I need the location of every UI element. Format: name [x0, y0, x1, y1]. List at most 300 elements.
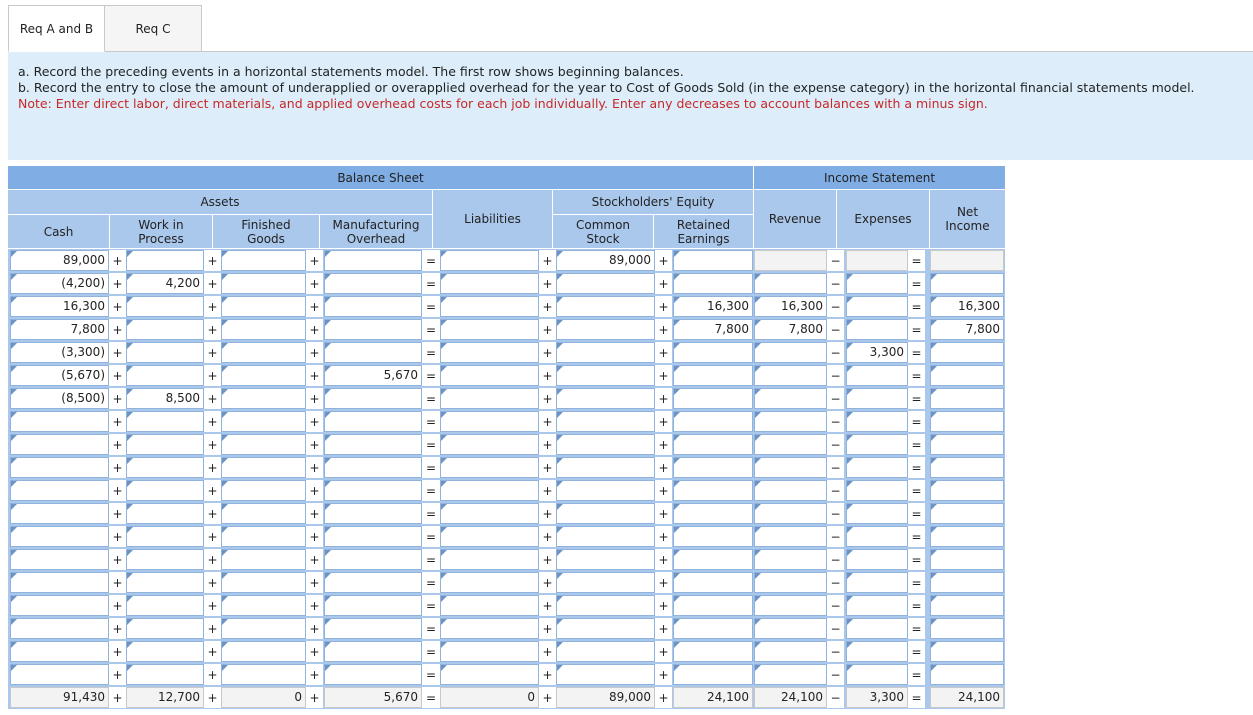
plus-sign: + — [539, 411, 556, 432]
plus-sign: + — [204, 572, 221, 593]
cell-finished-goods[interactable] — [221, 641, 306, 662]
cell-finished-goods[interactable] — [221, 549, 306, 570]
plus-sign: + — [306, 319, 323, 340]
plus-sign: + — [539, 549, 556, 570]
plus-sign: + — [539, 296, 556, 317]
equals-sign: = — [908, 503, 925, 524]
cell-retained-earnings[interactable] — [673, 664, 753, 685]
table-row — [8, 640, 1005, 663]
cell-finished-goods[interactable] — [221, 664, 306, 685]
cell-expenses[interactable] — [846, 618, 908, 639]
equals-sign: = — [908, 549, 925, 570]
cell-retained-earnings[interactable] — [673, 641, 753, 662]
cell-expenses[interactable] — [846, 595, 908, 616]
table-row — [8, 456, 1005, 479]
cell-retained-earnings[interactable] — [673, 273, 753, 294]
plus-sign: + — [306, 480, 323, 501]
cell-cash[interactable] — [10, 526, 109, 547]
cell-cash[interactable] — [10, 595, 109, 616]
cell-finished-goods[interactable] — [221, 296, 306, 317]
cell-finished-goods[interactable] — [221, 526, 306, 547]
cell-retained-earnings[interactable]: 7,800 — [673, 319, 753, 340]
cell-expenses[interactable] — [846, 296, 908, 317]
cell-cash[interactable] — [10, 457, 109, 478]
cell-manufacturing-overhead[interactable] — [324, 480, 422, 501]
plus-sign: + — [306, 641, 323, 662]
equals-sign: = — [908, 457, 925, 478]
minus-sign: − — [827, 296, 844, 317]
cell-expenses[interactable] — [846, 457, 908, 478]
cell-work-in-process[interactable] — [126, 319, 204, 340]
cell-revenue[interactable] — [754, 273, 827, 294]
plus-sign: + — [109, 296, 126, 317]
cell-common-stock[interactable] — [556, 434, 655, 455]
cell-common-stock[interactable] — [556, 503, 655, 524]
cell-liabilities[interactable] — [440, 250, 539, 271]
plus-sign: + — [204, 296, 221, 317]
plus-sign: + — [204, 342, 221, 363]
plus-sign: + — [109, 480, 126, 501]
cell-cash[interactable]: (3,300) — [10, 342, 109, 363]
cell-expenses[interactable] — [846, 549, 908, 570]
equals-sign: = — [908, 641, 925, 662]
cell-common-stock[interactable] — [556, 618, 655, 639]
cell-finished-goods[interactable] — [221, 273, 306, 294]
instruction-note: Note: Enter direct labor, direct materials, and applied overhead costs for each job individually. Enter any decreases to account balances with a minus sign. — [18, 96, 988, 111]
cell-retained-earnings[interactable] — [673, 480, 753, 501]
cell-net-income[interactable] — [930, 388, 1004, 409]
table-row — [8, 341, 1005, 364]
cell-retained-earnings[interactable] — [673, 250, 753, 271]
equals-sign: = — [908, 526, 925, 547]
cell-net-income[interactable] — [930, 250, 1004, 271]
cell-cash[interactable] — [10, 411, 109, 432]
minus-sign: − — [827, 457, 844, 478]
plus-sign: + — [109, 618, 126, 639]
cell-common-stock[interactable] — [556, 296, 655, 317]
equals-sign: = — [908, 342, 925, 363]
cell-liabilities[interactable] — [440, 411, 539, 432]
cell-manufacturing-overhead[interactable] — [324, 434, 422, 455]
cell-manufacturing-overhead[interactable] — [324, 319, 422, 340]
cell-finished-goods[interactable] — [221, 434, 306, 455]
plus-sign: + — [539, 319, 556, 340]
cell-retained-earnings[interactable] — [673, 572, 753, 593]
plus-sign: + — [539, 457, 556, 478]
cell-manufacturing-overhead[interactable] — [324, 595, 422, 616]
cell-manufacturing-overhead[interactable] — [324, 641, 422, 662]
plus-sign: + — [109, 388, 126, 409]
cell-manufacturing-overhead[interactable] — [324, 503, 422, 524]
cell-liabilities[interactable] — [440, 641, 539, 662]
cell-revenue[interactable] — [754, 664, 827, 685]
plus-sign: + — [655, 319, 672, 340]
plus-sign: + — [204, 365, 221, 386]
plus-sign: + — [109, 549, 126, 570]
equals-sign: = — [422, 319, 440, 340]
equals-sign: = — [422, 503, 440, 524]
header-retained-earnings: Retained Earnings — [654, 215, 753, 248]
cell-retained-earnings[interactable] — [673, 549, 753, 570]
cell-liabilities[interactable] — [440, 572, 539, 593]
cell-net-income[interactable] — [930, 549, 1004, 570]
cell-cash[interactable]: (8,500) — [10, 388, 109, 409]
minus-sign: − — [827, 411, 844, 432]
equals-sign: = — [422, 595, 440, 616]
plus-sign: + — [539, 687, 556, 708]
plus-sign: + — [204, 250, 221, 271]
cell-expenses[interactable] — [846, 641, 908, 662]
cell-manufacturing-overhead[interactable] — [324, 572, 422, 593]
cell-manufacturing-overhead[interactable] — [324, 526, 422, 547]
cell-common-stock[interactable] — [556, 526, 655, 547]
plus-sign: + — [109, 687, 126, 708]
cell-manufacturing-overhead[interactable] — [324, 411, 422, 432]
cell-revenue[interactable] — [754, 641, 827, 662]
cell-manufacturing-overhead[interactable] — [324, 664, 422, 685]
plus-sign: + — [306, 595, 323, 616]
cell-cash[interactable]: (5,670) — [10, 365, 109, 386]
cell-common-stock[interactable] — [556, 595, 655, 616]
total-cash: 91,430 — [10, 687, 109, 708]
cell-work-in-process[interactable] — [126, 549, 204, 570]
plus-sign: + — [655, 250, 672, 271]
plus-sign: + — [109, 664, 126, 685]
header-cash: Cash — [8, 215, 109, 248]
table-row — [8, 318, 1005, 341]
cell-work-in-process[interactable] — [126, 572, 204, 593]
plus-sign: + — [539, 273, 556, 294]
cell-net-income[interactable] — [930, 526, 1004, 547]
equals-sign: = — [422, 388, 440, 409]
cell-expenses[interactable] — [846, 273, 908, 294]
plus-sign: + — [655, 664, 672, 685]
cell-revenue[interactable] — [754, 365, 827, 386]
cell-revenue[interactable] — [754, 250, 827, 271]
cell-net-income[interactable] — [930, 342, 1004, 363]
plus-sign: + — [655, 388, 672, 409]
cell-cash[interactable] — [10, 503, 109, 524]
cell-revenue[interactable]: 16,300 — [754, 296, 827, 317]
cell-work-in-process[interactable] — [126, 365, 204, 386]
cell-work-in-process[interactable] — [126, 296, 204, 317]
cell-work-in-process[interactable] — [126, 526, 204, 547]
cell-common-stock[interactable] — [556, 273, 655, 294]
equals-sign: = — [422, 365, 440, 386]
cell-net-income[interactable] — [930, 411, 1004, 432]
cell-net-income[interactable]: 7,800 — [930, 319, 1004, 340]
cell-common-stock[interactable] — [556, 319, 655, 340]
cell-expenses[interactable] — [846, 434, 908, 455]
minus-sign: − — [827, 480, 844, 501]
cell-expenses[interactable]: 3,300 — [846, 342, 908, 363]
plus-sign: + — [539, 641, 556, 662]
plus-sign: + — [204, 549, 221, 570]
header-assets: Assets — [8, 190, 432, 214]
plus-sign: + — [109, 526, 126, 547]
plus-sign: + — [539, 503, 556, 524]
cell-net-income[interactable] — [930, 503, 1004, 524]
plus-sign: + — [204, 434, 221, 455]
cell-retained-earnings[interactable] — [673, 388, 753, 409]
cell-manufacturing-overhead[interactable] — [324, 342, 422, 363]
plus-sign: + — [109, 641, 126, 662]
cell-manufacturing-overhead[interactable] — [324, 457, 422, 478]
cell-work-in-process[interactable] — [126, 480, 204, 501]
cell-manufacturing-overhead[interactable]: 5,670 — [324, 365, 422, 386]
cell-retained-earnings[interactable] — [673, 365, 753, 386]
cell-finished-goods[interactable] — [221, 411, 306, 432]
cell-revenue[interactable] — [754, 388, 827, 409]
cell-common-stock[interactable] — [556, 411, 655, 432]
cell-manufacturing-overhead[interactable] — [324, 296, 422, 317]
cell-cash[interactable] — [10, 434, 109, 455]
cell-finished-goods[interactable] — [221, 457, 306, 478]
plus-sign: + — [204, 411, 221, 432]
cell-cash[interactable]: 89,000 — [10, 250, 109, 271]
table-row — [8, 364, 1005, 387]
cell-expenses[interactable] — [846, 503, 908, 524]
cell-common-stock[interactable] — [556, 365, 655, 386]
cell-expenses[interactable] — [846, 365, 908, 386]
header-balance-sheet: Balance Sheet — [8, 166, 753, 189]
cell-work-in-process[interactable]: 4,200 — [126, 273, 204, 294]
cell-finished-goods[interactable] — [221, 319, 306, 340]
cell-cash[interactable]: 7,800 — [10, 319, 109, 340]
cell-revenue[interactable] — [754, 549, 827, 570]
cell-finished-goods[interactable] — [221, 365, 306, 386]
cell-expenses[interactable] — [846, 319, 908, 340]
cell-manufacturing-overhead[interactable] — [324, 250, 422, 271]
cell-common-stock[interactable] — [556, 664, 655, 685]
plus-sign: + — [539, 388, 556, 409]
plus-sign: + — [109, 365, 126, 386]
cell-revenue[interactable] — [754, 342, 827, 363]
plus-sign: + — [539, 434, 556, 455]
cell-common-stock[interactable] — [556, 342, 655, 363]
plus-sign: + — [539, 480, 556, 501]
cell-net-income[interactable] — [930, 273, 1004, 294]
minus-sign: − — [827, 687, 844, 708]
cell-common-stock[interactable] — [556, 480, 655, 501]
cell-retained-earnings[interactable] — [673, 457, 753, 478]
cell-retained-earnings[interactable] — [673, 342, 753, 363]
cell-net-income[interactable] — [930, 480, 1004, 501]
equals-sign: = — [422, 480, 440, 501]
cell-common-stock[interactable] — [556, 457, 655, 478]
cell-revenue[interactable] — [754, 411, 827, 432]
cell-net-income[interactable]: 16,300 — [930, 296, 1004, 317]
cell-liabilities[interactable] — [440, 457, 539, 478]
header-liabilities: Liabilities — [433, 190, 552, 248]
cell-finished-goods[interactable] — [221, 572, 306, 593]
cell-expenses[interactable] — [846, 250, 908, 271]
plus-sign: + — [655, 526, 672, 547]
cell-net-income[interactable] — [930, 618, 1004, 639]
cell-revenue[interactable] — [754, 457, 827, 478]
total-common-stock: 89,000 — [556, 687, 655, 708]
cell-net-income[interactable] — [930, 595, 1004, 616]
instructions-panel — [8, 51, 1253, 160]
cell-finished-goods[interactable] — [221, 342, 306, 363]
plus-sign: + — [306, 549, 323, 570]
cell-liabilities[interactable] — [440, 503, 539, 524]
equals-sign: = — [908, 365, 925, 386]
cell-common-stock[interactable] — [556, 572, 655, 593]
equals-sign: = — [422, 250, 440, 271]
cell-cash[interactable]: 16,300 — [10, 296, 109, 317]
cell-finished-goods[interactable] — [221, 503, 306, 524]
table-row — [8, 617, 1005, 640]
plus-sign: + — [204, 503, 221, 524]
total-retained-earnings: 24,100 — [673, 687, 753, 708]
tab-req-a-and-b[interactable]: Req A and B — [8, 5, 105, 52]
cell-revenue[interactable] — [754, 618, 827, 639]
cell-work-in-process[interactable] — [126, 664, 204, 685]
cell-revenue[interactable] — [754, 595, 827, 616]
cell-cash[interactable] — [10, 549, 109, 570]
cell-work-in-process[interactable] — [126, 411, 204, 432]
cell-liabilities[interactable] — [440, 296, 539, 317]
plus-sign: + — [204, 526, 221, 547]
cell-manufacturing-overhead[interactable] — [324, 549, 422, 570]
cell-manufacturing-overhead[interactable] — [324, 273, 422, 294]
cell-finished-goods[interactable] — [221, 250, 306, 271]
cell-cash[interactable] — [10, 572, 109, 593]
cell-work-in-process[interactable] — [126, 618, 204, 639]
plus-sign: + — [109, 434, 126, 455]
cell-cash[interactable] — [10, 480, 109, 501]
equals-sign: = — [422, 273, 440, 294]
cell-net-income[interactable] — [930, 365, 1004, 386]
cell-liabilities[interactable] — [440, 480, 539, 501]
plus-sign: + — [109, 342, 126, 363]
cell-net-income[interactable] — [930, 641, 1004, 662]
horizontal-statements-model — [8, 166, 1005, 710]
cell-work-in-process[interactable] — [126, 503, 204, 524]
cell-common-stock[interactable] — [556, 641, 655, 662]
cell-liabilities[interactable] — [440, 342, 539, 363]
cell-liabilities[interactable] — [440, 664, 539, 685]
equals-sign: = — [422, 411, 440, 432]
cell-work-in-process[interactable] — [126, 434, 204, 455]
cell-cash[interactable] — [10, 641, 109, 662]
cell-liabilities[interactable] — [440, 618, 539, 639]
cell-work-in-process[interactable] — [126, 641, 204, 662]
cell-finished-goods[interactable] — [221, 618, 306, 639]
table-row — [8, 272, 1005, 295]
cell-cash[interactable]: (4,200) — [10, 273, 109, 294]
table-row — [8, 295, 1005, 318]
header-revenue: Revenue — [754, 190, 836, 248]
cell-liabilities[interactable] — [440, 319, 539, 340]
cell-revenue[interactable] — [754, 434, 827, 455]
minus-sign: − — [827, 365, 844, 386]
cell-net-income[interactable] — [930, 434, 1004, 455]
cell-work-in-process[interactable]: 8,500 — [126, 388, 204, 409]
equals-sign: = — [908, 319, 925, 340]
cell-liabilities[interactable] — [440, 388, 539, 409]
cell-work-in-process[interactable] — [126, 250, 204, 271]
cell-net-income[interactable] — [930, 572, 1004, 593]
cell-liabilities[interactable] — [440, 273, 539, 294]
table-row — [8, 548, 1005, 571]
cell-revenue[interactable] — [754, 572, 827, 593]
cell-expenses[interactable] — [846, 388, 908, 409]
plus-sign: + — [539, 664, 556, 685]
cell-revenue[interactable] — [754, 526, 827, 547]
cell-common-stock[interactable] — [556, 549, 655, 570]
cell-retained-earnings[interactable] — [673, 618, 753, 639]
cell-finished-goods[interactable] — [221, 480, 306, 501]
cell-revenue[interactable] — [754, 503, 827, 524]
cell-expenses[interactable] — [846, 411, 908, 432]
table-row — [8, 387, 1005, 410]
equals-sign: = — [908, 595, 925, 616]
plus-sign: + — [204, 388, 221, 409]
cell-net-income[interactable] — [930, 664, 1004, 685]
cell-retained-earnings[interactable]: 16,300 — [673, 296, 753, 317]
instruction-a: a. Record the preceding events in a horizontal statements model. The first row shows beginning balances. — [18, 64, 684, 79]
minus-sign: − — [827, 664, 844, 685]
cell-net-income[interactable] — [930, 457, 1004, 478]
cell-expenses[interactable] — [846, 526, 908, 547]
cell-work-in-process[interactable] — [126, 342, 204, 363]
cell-revenue[interactable]: 7,800 — [754, 319, 827, 340]
cell-revenue[interactable] — [754, 480, 827, 501]
cell-liabilities[interactable] — [440, 434, 539, 455]
cell-expenses[interactable] — [846, 480, 908, 501]
cell-work-in-process[interactable] — [126, 595, 204, 616]
total-liabilities: 0 — [440, 687, 539, 708]
cell-common-stock[interactable]: 89,000 — [556, 250, 655, 271]
cell-retained-earnings[interactable] — [673, 503, 753, 524]
cell-retained-earnings[interactable] — [673, 411, 753, 432]
cell-finished-goods[interactable] — [221, 595, 306, 616]
header-manufacturing-overhead: Manufacturing Overhead — [320, 215, 432, 248]
cell-retained-earnings[interactable] — [673, 434, 753, 455]
cell-manufacturing-overhead[interactable] — [324, 618, 422, 639]
cell-liabilities[interactable] — [440, 549, 539, 570]
header-work-in-process: Work in Process — [110, 215, 212, 248]
cell-retained-earnings[interactable] — [673, 526, 753, 547]
equals-sign: = — [422, 342, 440, 363]
cell-expenses[interactable] — [846, 572, 908, 593]
cell-common-stock[interactable] — [556, 388, 655, 409]
cell-liabilities[interactable] — [440, 595, 539, 616]
equals-sign: = — [908, 250, 925, 271]
plus-sign: + — [655, 342, 672, 363]
table-row — [8, 571, 1005, 594]
cell-manufacturing-overhead[interactable] — [324, 388, 422, 409]
equals-sign: = — [422, 618, 440, 639]
cell-cash[interactable] — [10, 618, 109, 639]
tab-bar — [8, 5, 202, 52]
equals-sign: = — [908, 618, 925, 639]
cell-retained-earnings[interactable] — [673, 595, 753, 616]
plus-sign: + — [539, 595, 556, 616]
cell-expenses[interactable] — [846, 664, 908, 685]
plus-sign: + — [109, 572, 126, 593]
cell-cash[interactable] — [10, 664, 109, 685]
cell-work-in-process[interactable] — [126, 457, 204, 478]
tab-req-c[interactable]: Req C — [105, 5, 202, 52]
totals-row — [8, 686, 1005, 709]
cell-liabilities[interactable] — [440, 365, 539, 386]
cell-finished-goods[interactable] — [221, 388, 306, 409]
cell-liabilities[interactable] — [440, 526, 539, 547]
equals-sign: = — [422, 526, 440, 547]
